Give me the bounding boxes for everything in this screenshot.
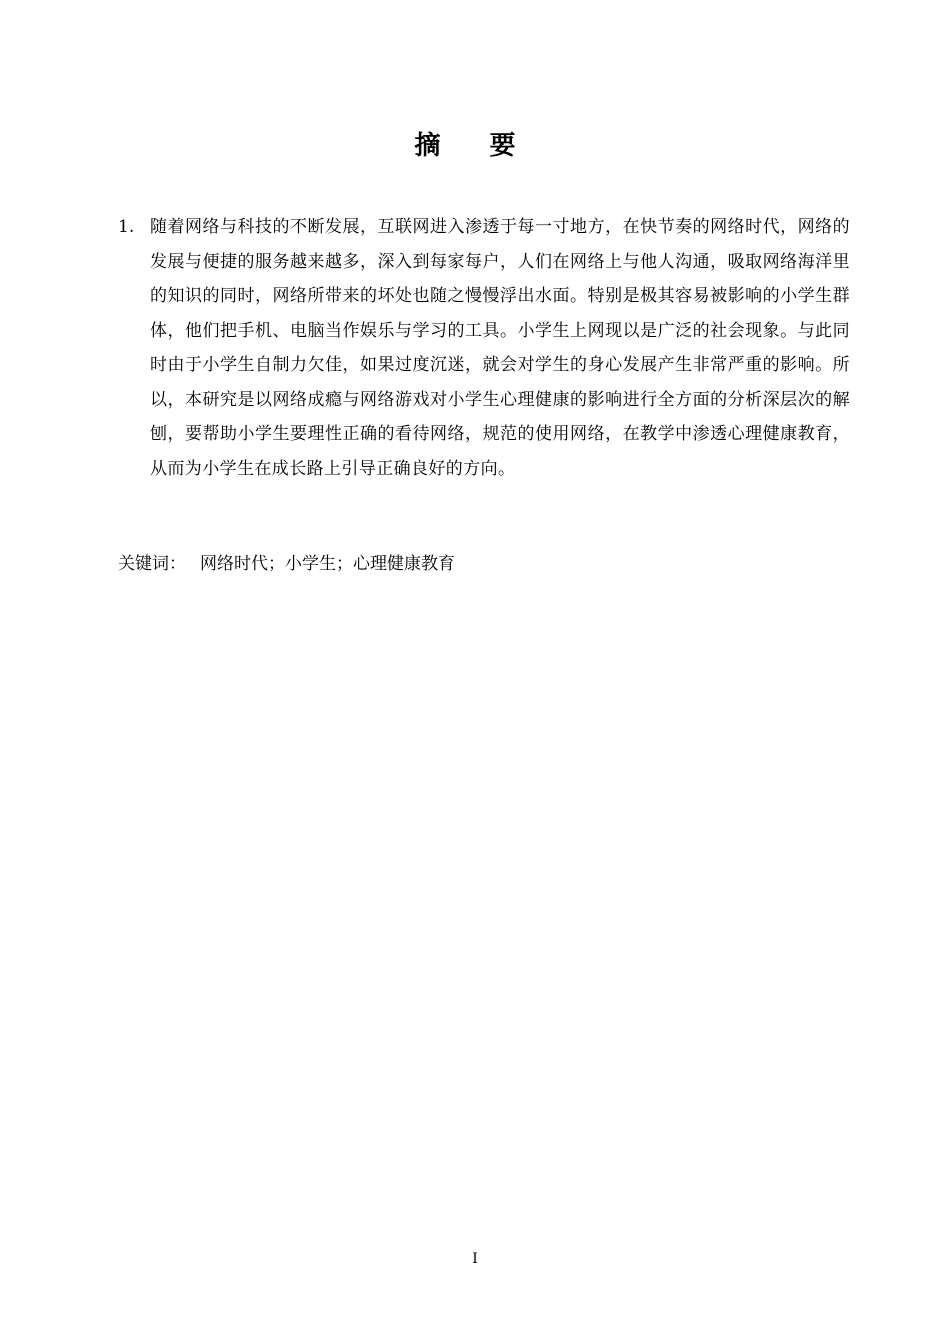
abstract-item-number: 1. xyxy=(118,217,135,237)
keywords-value: 网络时代；小学生；心理健康教育 xyxy=(200,554,455,574)
abstract-paragraph xyxy=(118,210,850,486)
abstract-body: 随着网络与科技的不断发展，互联网进入渗透于每一寸地方，在快节奏的网络时代，网络的发展与便捷的服务越来越多，深入到每家每户，人们在网络上与他人沟通，吸取网络海洋里的知识的同时，网络所带来的坏处也随之慢慢浮出水面。特别是极其容易被影响的小学生群体，他们把手机、电脑当作娱乐与学习的工具。小学生上网现以是广泛的社会现象。与此同时由于小学生自制力欠佳，如果过度沉迷，就会对学生的身心发展产生非常严重的影响。所以，本研究是以网络成瘾与网络游戏对小学生心理健康的影响进行全方面的分析深层次的解刨，要帮助小学生要理性正确的看待网络，规范的使用网络，在教学中渗透心理健康教育，从而为小学生在成长路上引导正确良好的方向。 xyxy=(150,217,850,479)
keywords-label: 关键词： xyxy=(118,554,186,574)
keywords-line xyxy=(118,549,850,579)
abstract-title: 摘 要 xyxy=(414,131,536,161)
page-number: I xyxy=(472,1251,478,1267)
